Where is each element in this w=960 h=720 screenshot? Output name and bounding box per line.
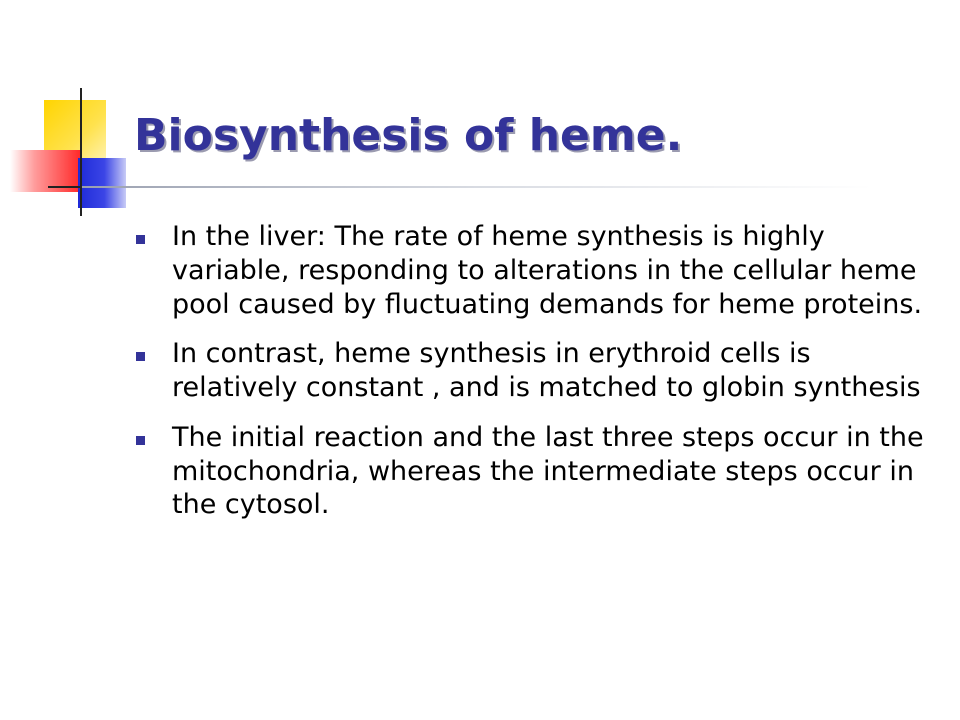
- bullet-text: In the liver: The rate of heme synthesis is highly variable, responding to alterations in the cellular heme pool caused by fluctuating demands for heme proteins.: [172, 221, 923, 320]
- decorative-blue-square: [78, 158, 126, 208]
- slide-title: Biosynthesis of heme.: [134, 110, 683, 161]
- bullet-list: [134, 220, 924, 538]
- decorative-vertical-line: [80, 88, 82, 216]
- bullet-text: The initial reaction and the last three steps occur in the mitochondria, whereas the intermediate steps occur in the cytosol.: [172, 421, 924, 521]
- bullet-item-liver: [134, 220, 924, 321]
- bullet-text: In contrast, heme synthesis in erythroid cells is relatively constant , and is matched to globin synthesis: [172, 338, 921, 403]
- bullet-item-location: [134, 421, 924, 522]
- square-bullet-icon: [136, 352, 145, 361]
- square-bullet-icon: [136, 235, 145, 244]
- square-bullet-icon: [136, 436, 145, 445]
- bullet-item-erythroid: [134, 337, 924, 405]
- title-underline: [82, 186, 872, 188]
